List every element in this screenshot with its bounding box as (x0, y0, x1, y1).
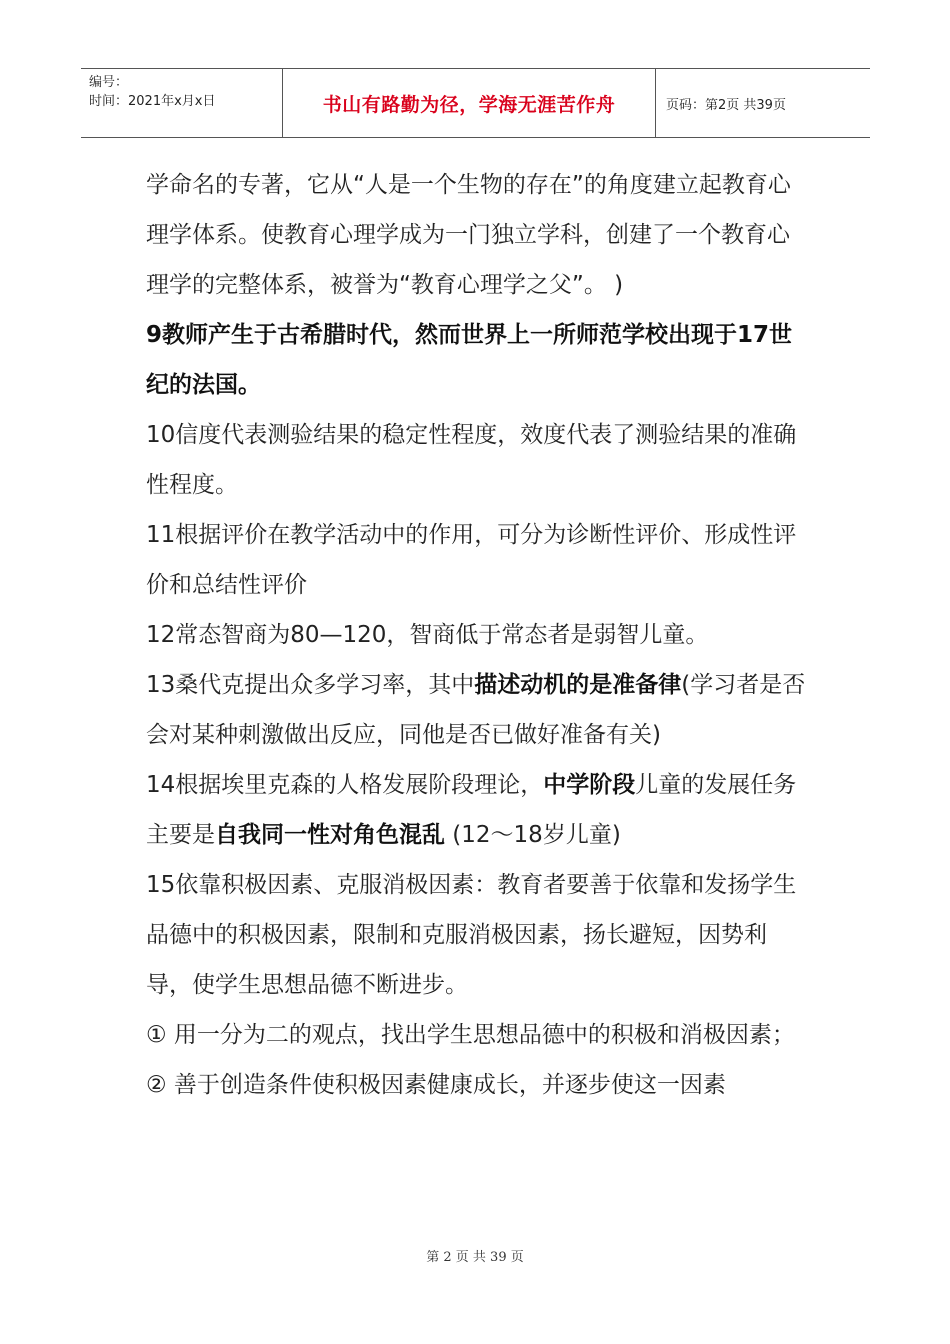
paragraph-13-c: (学习者是否会对某种刺激做出反应，同他是否已做好准备有关) (146, 672, 806, 748)
page-header (81, 68, 870, 138)
paragraph-13-a: 13桑代克提出众多学习率，其中 (146, 672, 475, 698)
paragraph-9 (146, 310, 810, 410)
paragraph-11: 11根据评价在教学活动中的作用，可分为诊断性评价、形成性评价和总结性评价 (146, 522, 797, 598)
paragraph-14 (146, 760, 810, 860)
paragraph-14-bold-1: 中学阶段 (543, 772, 636, 798)
header-motto: 书山有路勤为径，学海无涯苦作舟 (283, 69, 656, 137)
paragraph-13-bold: 描述动机的是准备律 (474, 672, 682, 698)
code-label: 编号： (89, 75, 129, 90)
document-body (146, 160, 810, 1110)
header-page-info: 页码：第2页 共39页 (666, 97, 786, 113)
header-meta (81, 69, 283, 137)
paragraph-14-bold-2: 自我同一性对角色混乱 (215, 822, 445, 848)
paragraph-10: 10信度代表测验结果的稳定性程度，效度代表了测验结果的准确性程度。 (146, 422, 797, 498)
paragraph-13 (146, 660, 810, 760)
list-item-1: ① 用一分为二的观点，找出学生思想品德中的积极和消极因素； (146, 1022, 795, 1048)
list-item-2: ② 善于创造条件使积极因素健康成长，并逐步使这一因素 (146, 1072, 726, 1098)
paragraph-14-a: 14根据埃里克森的人格发展阶段理论， (146, 772, 544, 798)
paragraph-12: 12常态智商为80—120，智商低于常态者是弱智儿童。 (146, 622, 709, 648)
paragraph-15: 15依靠积极因素、克服消极因素：教育者要善于依靠和发扬学生品德中的积极因素，限制和克服消极因素，扬长避短，因势利导，使学生思想品德不断进步。 (146, 872, 797, 998)
paragraph-14-e: (12～18岁儿童) (445, 822, 621, 848)
paragraph-14-c: 儿童的发展任务主要是 (146, 772, 797, 848)
page-footer: 第 2 页 共 39 页 (426, 1250, 524, 1265)
paragraph-9-text: 9教师产生于古希腊时代，然而世界上一所师范学校出现于17世纪的法国。 (146, 322, 793, 398)
paragraph-continued: 学命名的专著，它从“人是一个生物的存在”的角度建立起教育心理学体系。使教育心理学成为一门独立学科，创建了一个教育心理学的完整体系，被誉为“教育心理学之父”。 ) (146, 172, 791, 298)
time-label: 时间：2021年x月x日 (89, 94, 216, 109)
